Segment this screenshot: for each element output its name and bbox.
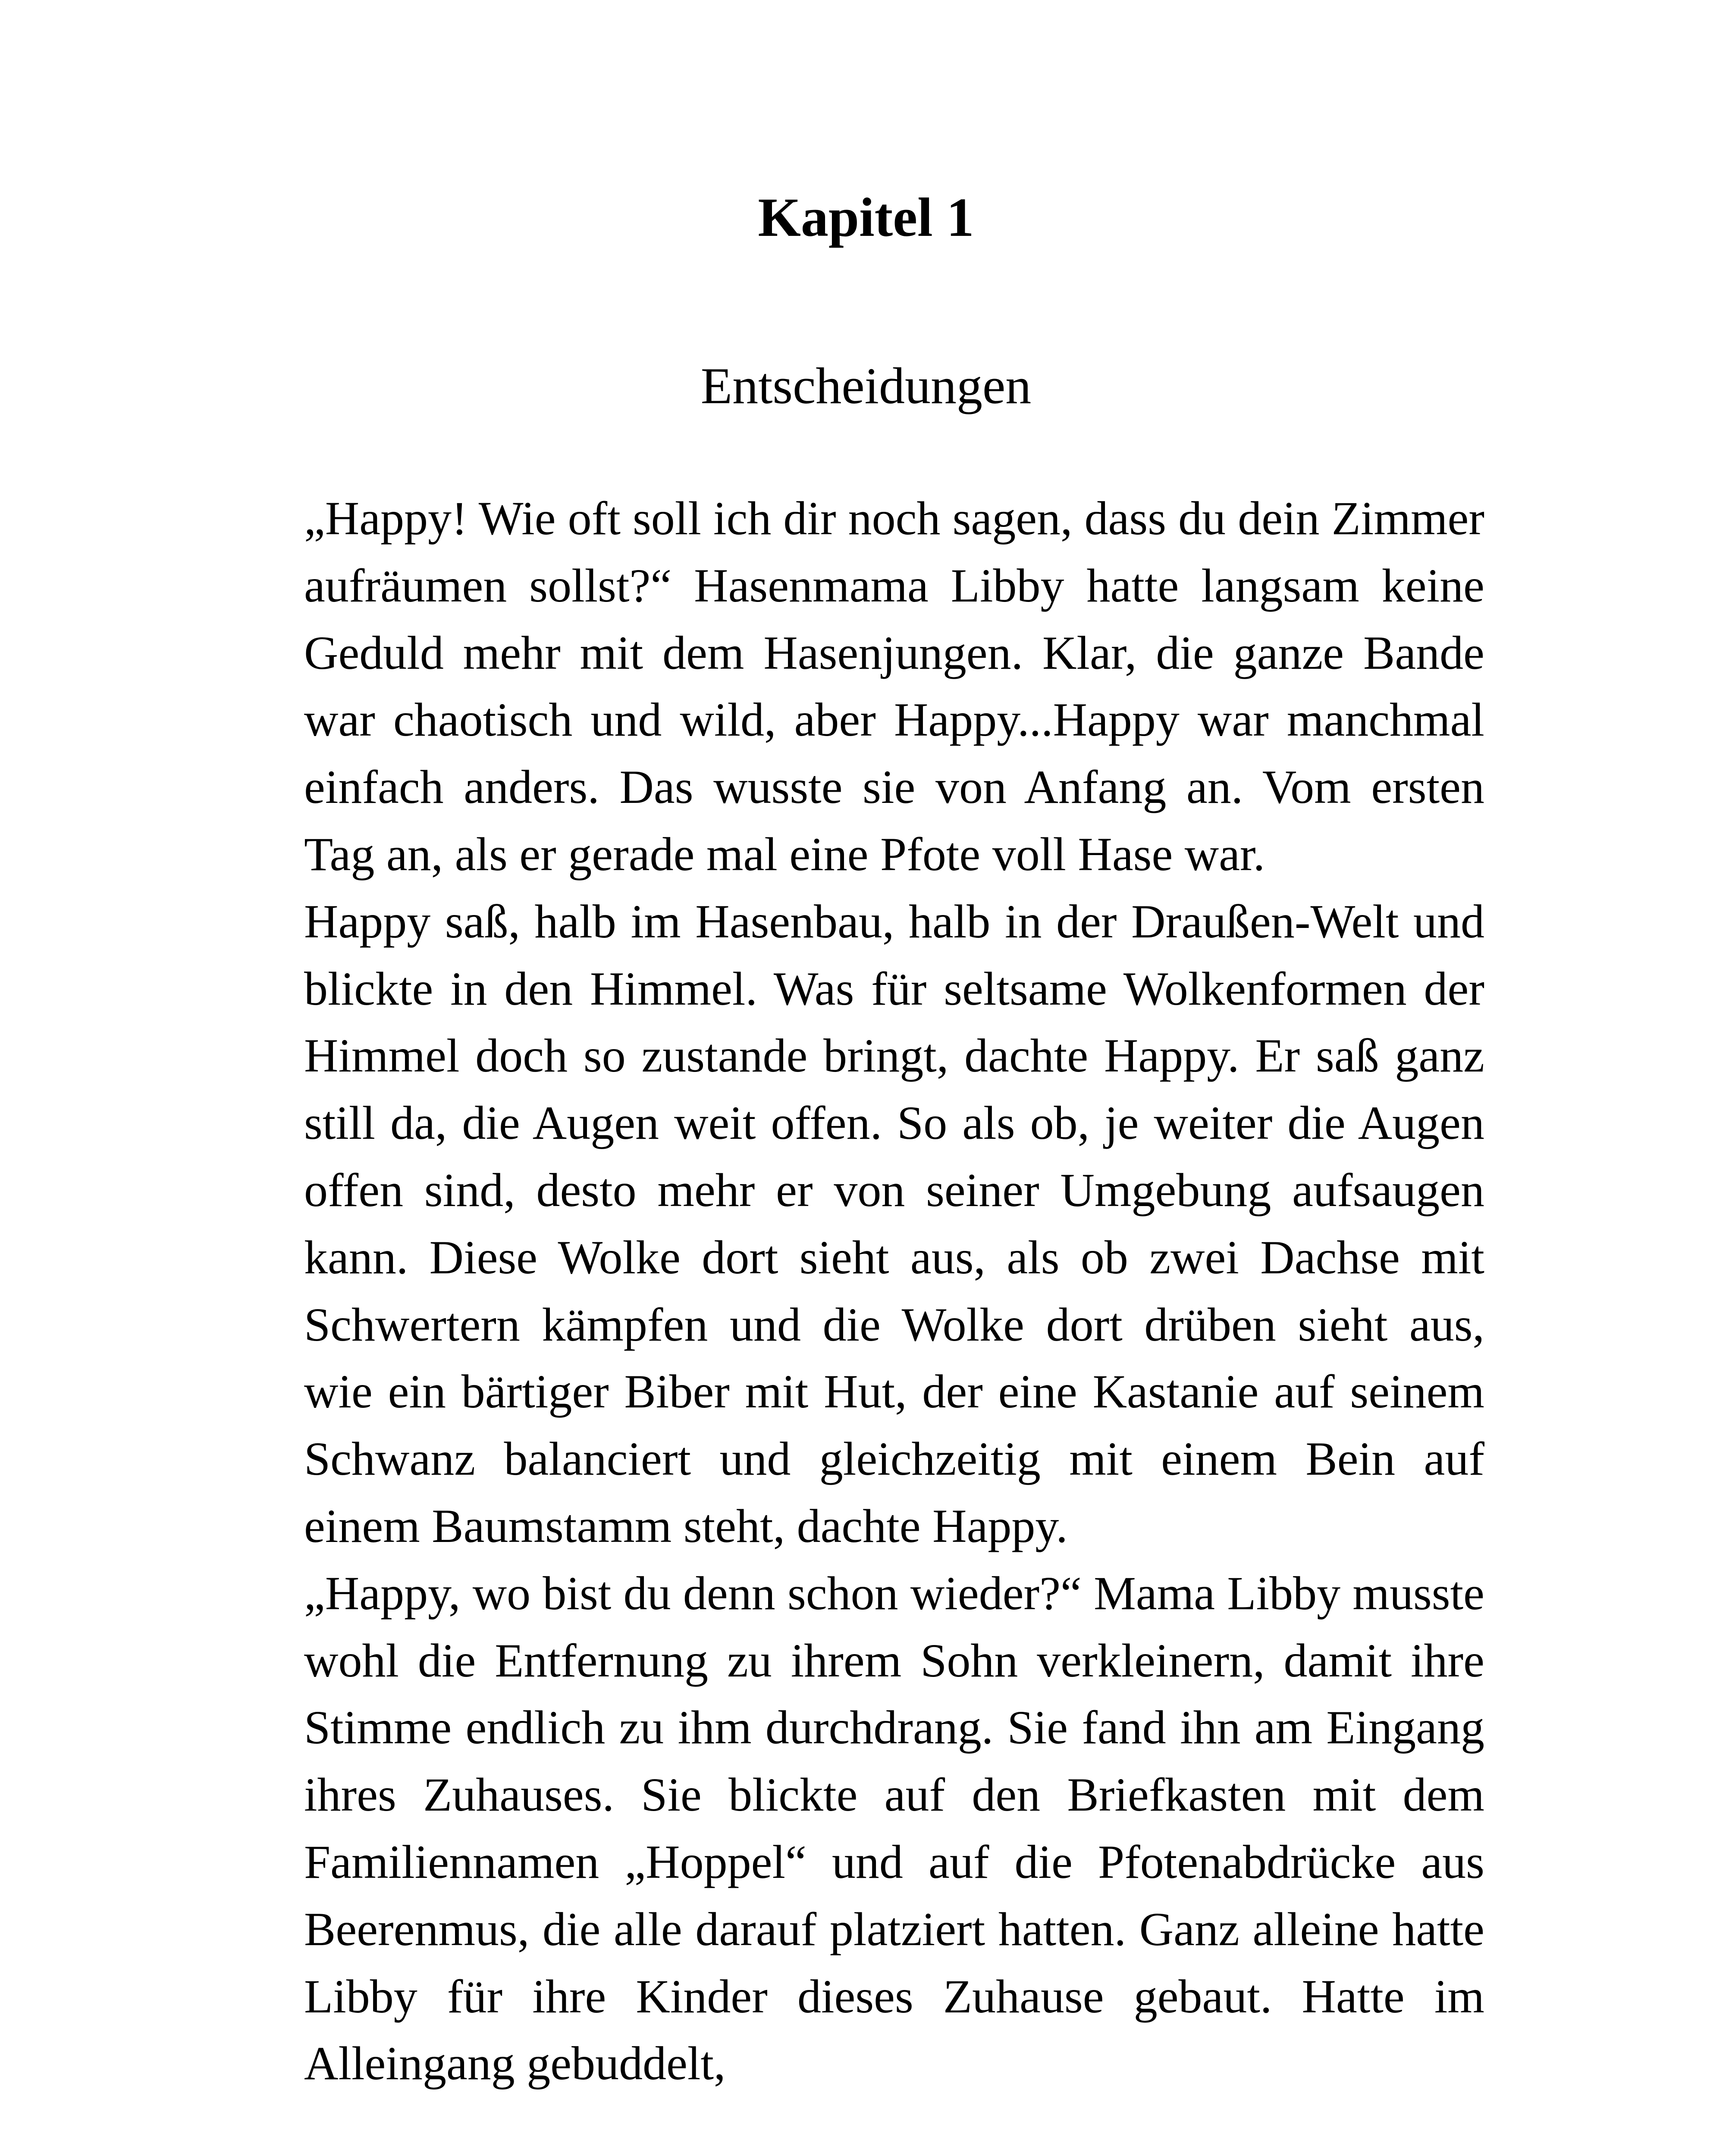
paragraph: „Happy! Wie oft soll ich dir noch sagen, dass du dein Zimmer aufräumen sollst?“ Hasenmama Libby hatte langsam keine Geduld mehr mit dem Hasenjungen. Klar, die ganze Bande war chaotisch und wild, aber Happy...Happy war manchmal einfach anders. Das wusste sie von Anfang an. Vom ersten Tag an, als er gerade mal eine Pfote voll Hase war. <box>304 492 1484 881</box>
chapter-body <box>304 485 1484 2097</box>
chapter-number-heading: Kapitel 1 <box>758 187 974 248</box>
chapter-title: Entscheidungen <box>700 357 1032 414</box>
paragraph: Happy saß, halb im Hasenbau, halb in der Draußen-Welt und blickte in den Himmel. Was für seltsame Wolkenformen der Himmel doch so zustande bringt, dachte Happy. Er saß ganz still da, die Augen weit offen. So als ob, je weiter die Augen offen sind, desto mehr er von seiner Umgebung aufsaugen kann. Diese Wolke dort sieht aus, als ob zwei Dachse mit Schwertern kämpfen und die Wolke dort drüben sieht aus, wie ein bärtiger Biber mit Hut, der eine Kastanie auf seinem Schwanz balanciert und gleichzeitig mit einem Bein auf einem Baumstamm steht, dachte Happy. <box>304 895 1484 1552</box>
paragraph: „Happy, wo bist du denn schon wieder?“ Mama Libby musste wohl die Entfernung zu ihrem Sohn verkleinern, damit ihre Stimme endlich zu ihm durchdrang. Sie fand ihn am Eingang ihres Zuhauses. Sie blickte auf den Briefkasten mit dem Familiennamen „Hoppel“ und auf die Pfotenabdrücke aus Beerenmus, die alle darauf platziert hatten. Ganz alleine hatte Libby für ihre Kinder dieses Zuhause gebaut. Hatte im Alleingang gebuddelt, <box>304 1567 1484 2090</box>
